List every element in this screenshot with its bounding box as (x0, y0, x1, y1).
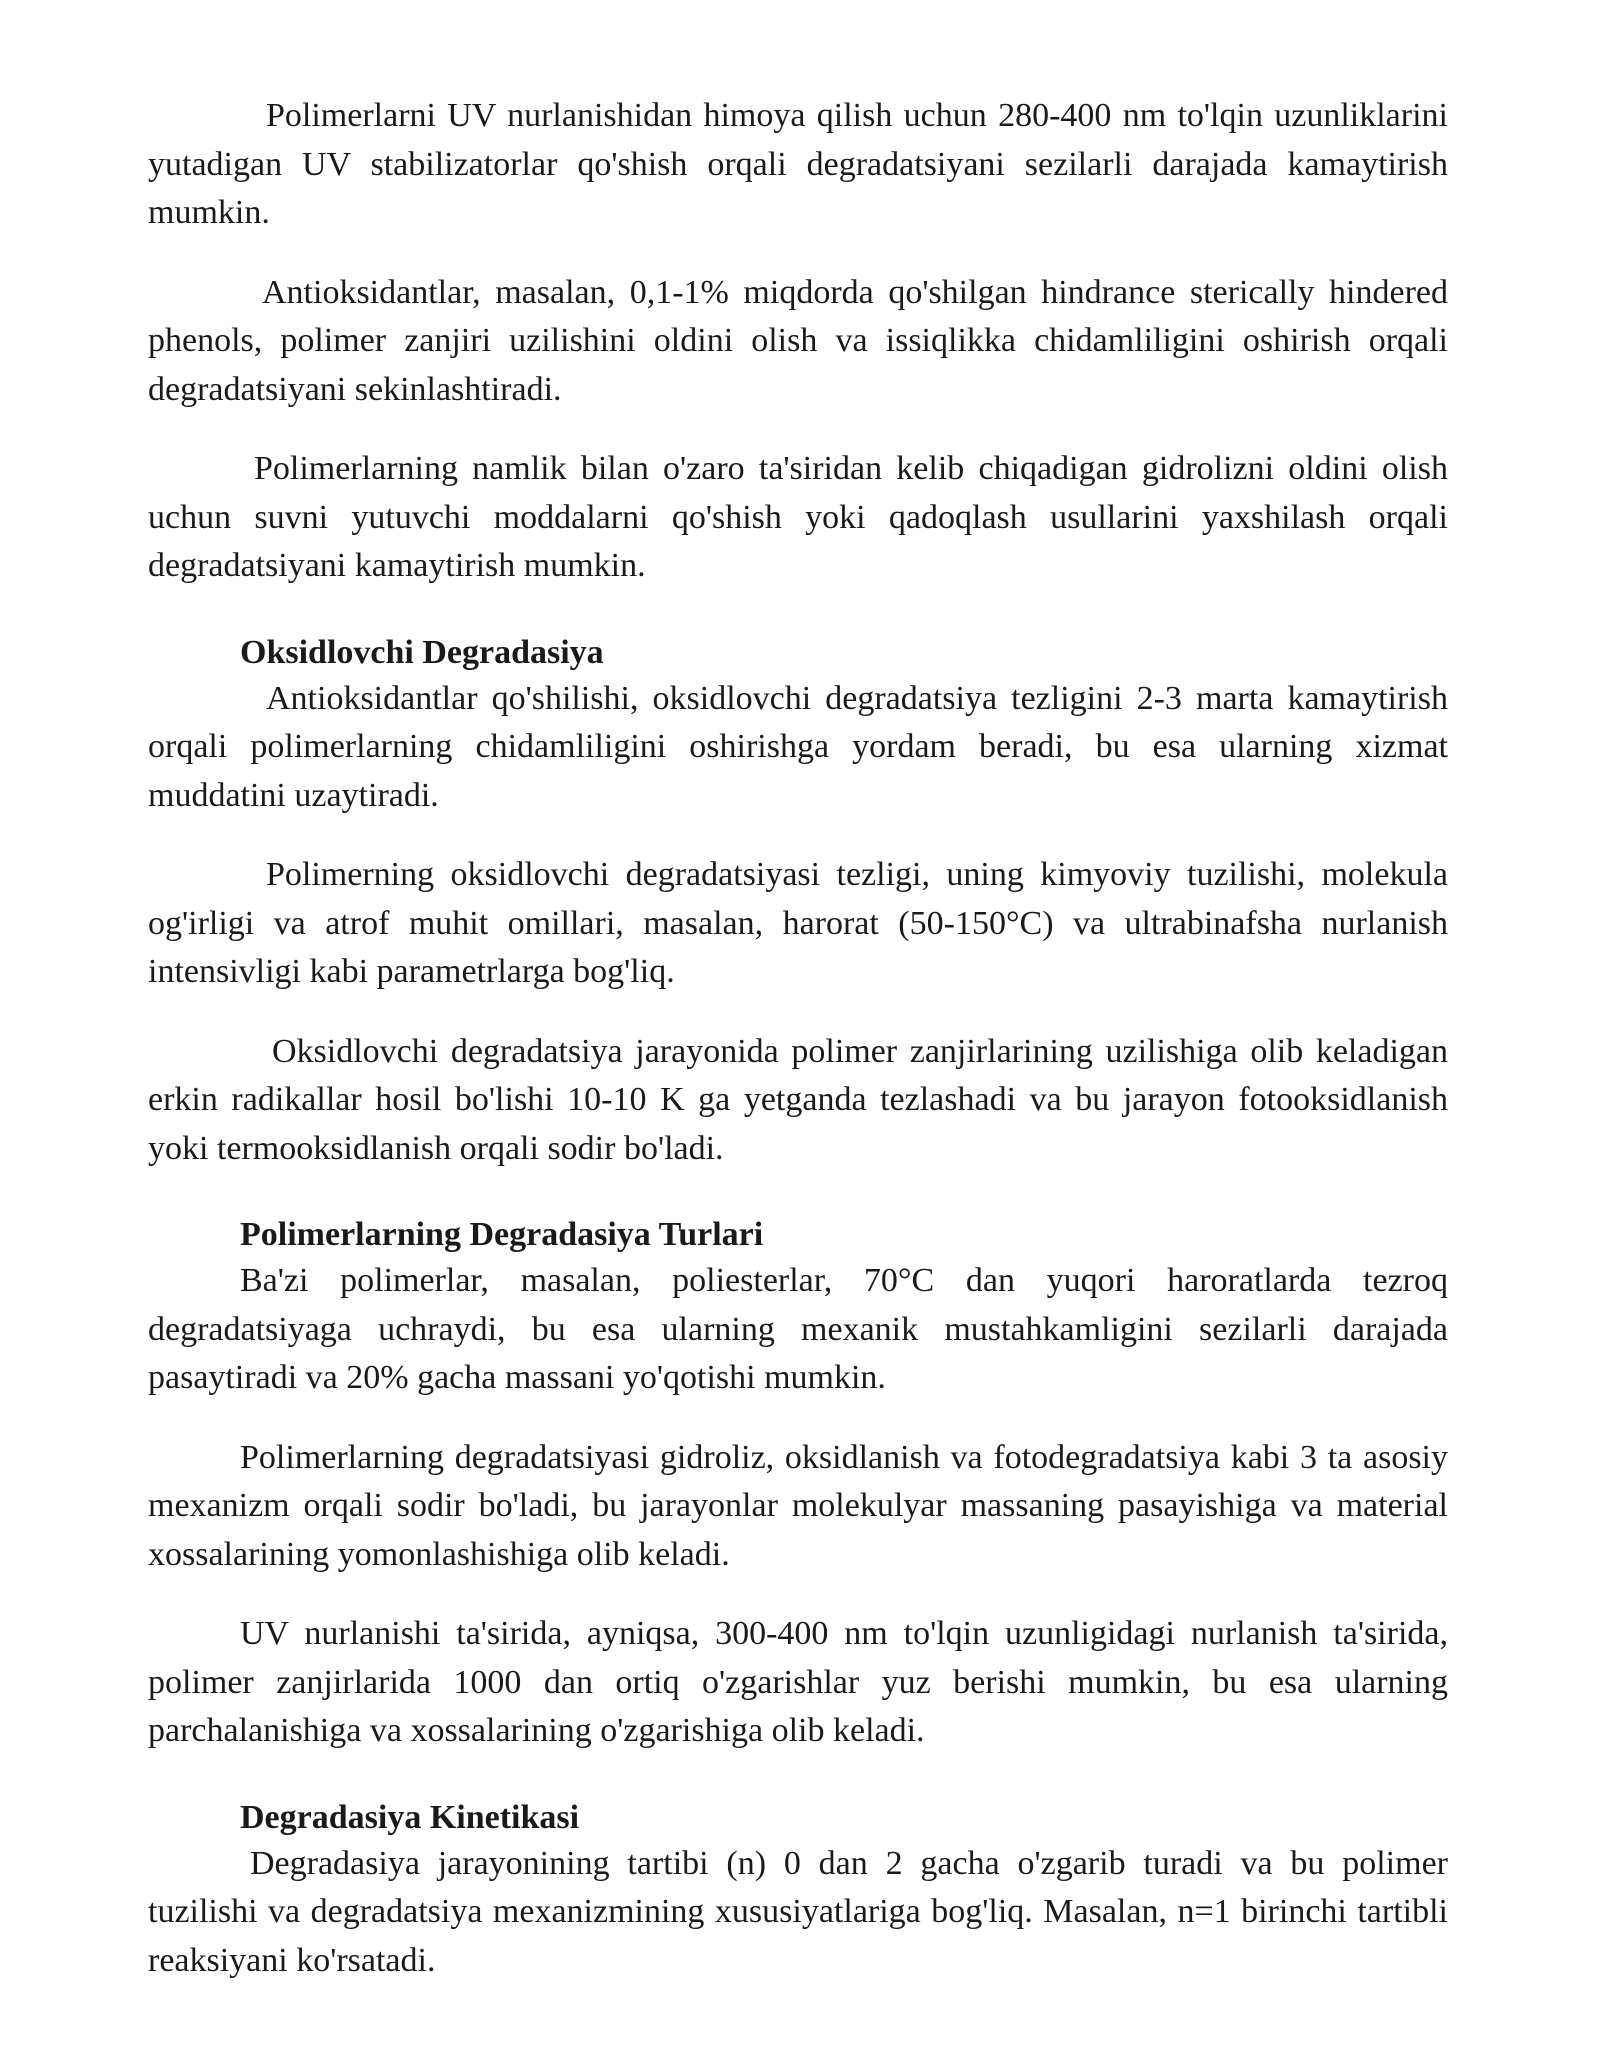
paragraph-oxidation-factors: Polimerning oksidlovchi degradatsiyasi tezligi, uning kimyoviy tuzilishi, molekula og'irligi va atrof muhit omillari, masalan, harorat (50-150°C) va ultrabinafsha nurlanish intensivligi kabi parametrlarga bog'liq. (148, 856, 1448, 990)
document-page (148, 92, 1448, 1985)
paragraph-free-radicals: Oksidlovchi degradatsiya jarayonida polimer zanjirlarining uzilishiga olib keladigan erkin radikallar hosil bo'lishi 10-10 K ga yetganda tezlashadi va bu jarayon fotooksidlanish yoki termooksidlanish orqali sodir bo'ladi. (148, 1032, 1448, 1167)
paragraph-three-mechanisms: Polimerlarning degradatsiyasi gidroliz, oksidlanish va fotodegradatsiya kabi 3 ta asosiy mexanizm orqali sodir bo'ladi, bu jarayonlar molekulyar massaning pasayishiga va material xossalarining yomonlashishiga olib keladi. (148, 1438, 1448, 1573)
paragraph-antioxidant-rate: Antioksidantlar qo'shilishi, oksidlovchi degradatsiya tezligini 2-3 marta kamaytirish orqali polimerlarning chidamliligini oshirishga yordam beradi, bu esa ularning xizmat muddatini uzaytiradi. (148, 679, 1448, 814)
paragraph-antioxidants-phenols: Antioksidantlar, masalan, 0,1-1% miqdorda qo'shilgan hindrance sterically hindered phenols, polimer zanjiri uzilishini oldini olish va issiqlikka chidamliligini oshirish orqali degradatsiyani sekinlashtiradi. (148, 273, 1448, 408)
paragraph-polyesters: Ba'zi polimerlar, masalan, poliesterlar, 70°C dan yuqori haroratlarda tezroq degradatsiyaga uchraydi, bu esa ularning mexanik mustahkamligini sezilarli darajada pasaytiradi va 20% gacha massani yo'qotishi mumkin. (148, 1262, 1448, 1396)
heading-degradation-types: Polimerlarning Degradasiya Turlari (240, 1216, 764, 1253)
paragraph-uv-effects: UV nurlanishi ta'sirida, ayniqsa, 300-400 nm to'lqin uzunligidagi nurlanish ta'sirida, polimer zanjirlarida 1000 dan ortiq o'zgarishlar yuz berishi mumkin, bu esa ularning parchalanishiga va xossalarining o'zgarishiga olib keladi. (148, 1615, 1448, 1749)
paragraph-reaction-order: Degradasiya jarayonining tartibi (n) 0 dan 2 gacha o'zgarib turadi va bu polimer tuzilishi va degradatsiya mexanizmining xususiyatlariga bog'liq. Masalan, n=1 birinchi tartibli reaksiyani ko'rsatadi. (148, 1844, 1448, 1979)
heading-degradation-kinetics: Degradasiya Kinetikasi (240, 1798, 580, 1836)
paragraph-uv-stabilizers: Polimerlarni UV nurlanishidan himoya qilish uchun 280-400 nm to'lqin uzunliklarini yutadigan UV stabilizatorlar qo'shish orqali degradatsiyani sezilarli darajada kamaytirish mumkin. (148, 97, 1448, 231)
paragraph-hydrolysis-prevention: Polimerlarning namlik bilan o'zaro ta'siridan kelib chiqadigan gidrolizni oldini olish uchun suvni yutuvchi moddalarni qo'shish yoki qadoqlash usullarini yaxshilash orqali degradatsiyani kamaytirish mumkin. (148, 450, 1448, 584)
heading-oxidative-degradation: Oksidlovchi Degradasiya (240, 633, 604, 671)
